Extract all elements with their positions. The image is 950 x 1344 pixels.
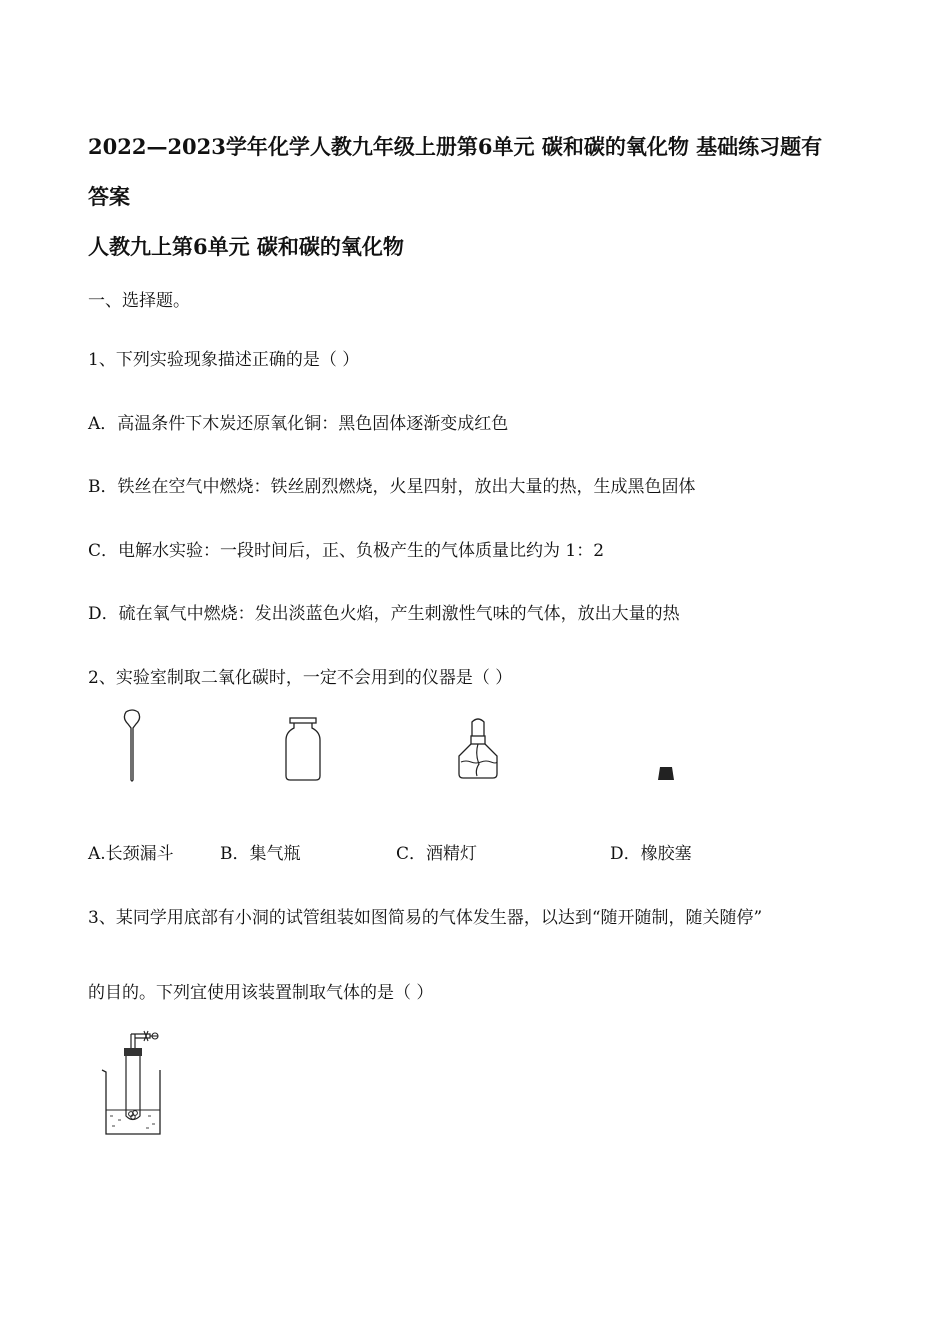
gas-generator-apparatus-icon <box>100 1030 166 1140</box>
doc-subtitle: 人教九上第6单元 碳和碳的氧化物 <box>88 234 404 259</box>
section-heading: 一、选择题。 <box>88 291 190 311</box>
rubber-stopper-icon <box>656 766 676 782</box>
q1-stem: 1、下列实验现象描述正确的是（ ） <box>88 350 360 370</box>
q3-stem-line2: 的目的。下列宜使用该装置制取气体的是（ ） <box>88 983 434 1003</box>
q2-option-c: C．酒精灯 <box>396 844 478 864</box>
q1-option-a: A．高温条件下木炭还原氧化铜：黑色固体逐渐变成红色 <box>88 414 509 434</box>
alcohol-lamp-icon <box>453 714 503 782</box>
q2-option-a: A.长颈漏斗 <box>88 844 174 864</box>
gas-collecting-bottle-icon <box>281 716 325 782</box>
doc-title-line2: 答案 <box>88 184 130 209</box>
q1-option-c: C．电解水实验：一段时间后，正、负极产生的气体质量比约为 1：2 <box>88 541 605 561</box>
doc-title-line1: 2022—2023学年化学人教九年级上册第6单元 碳和碳的氧化物 基础练习题有 <box>88 134 823 159</box>
q3-stem-line1: 3、某同学用底部有小洞的试管组装如图简易的气体发生器，以达到“随开随制，随关随停” <box>88 908 763 928</box>
long-neck-funnel-icon <box>116 708 148 784</box>
q2-option-d: D．橡胶塞 <box>610 844 692 864</box>
q2-option-b: B．集气瓶 <box>220 844 301 864</box>
q1-option-b: B．铁丝在空气中燃烧：铁丝剧烈燃烧，火星四射，放出大量的热，生成黑色固体 <box>88 477 696 497</box>
q2-stem: 2、实验室制取二氧化碳时，一定不会用到的仪器是（ ） <box>88 668 513 688</box>
q1-option-d: D．硫在氧气中燃烧：发出淡蓝色火焰，产生刺激性气味的气体，放出大量的热 <box>88 604 680 624</box>
